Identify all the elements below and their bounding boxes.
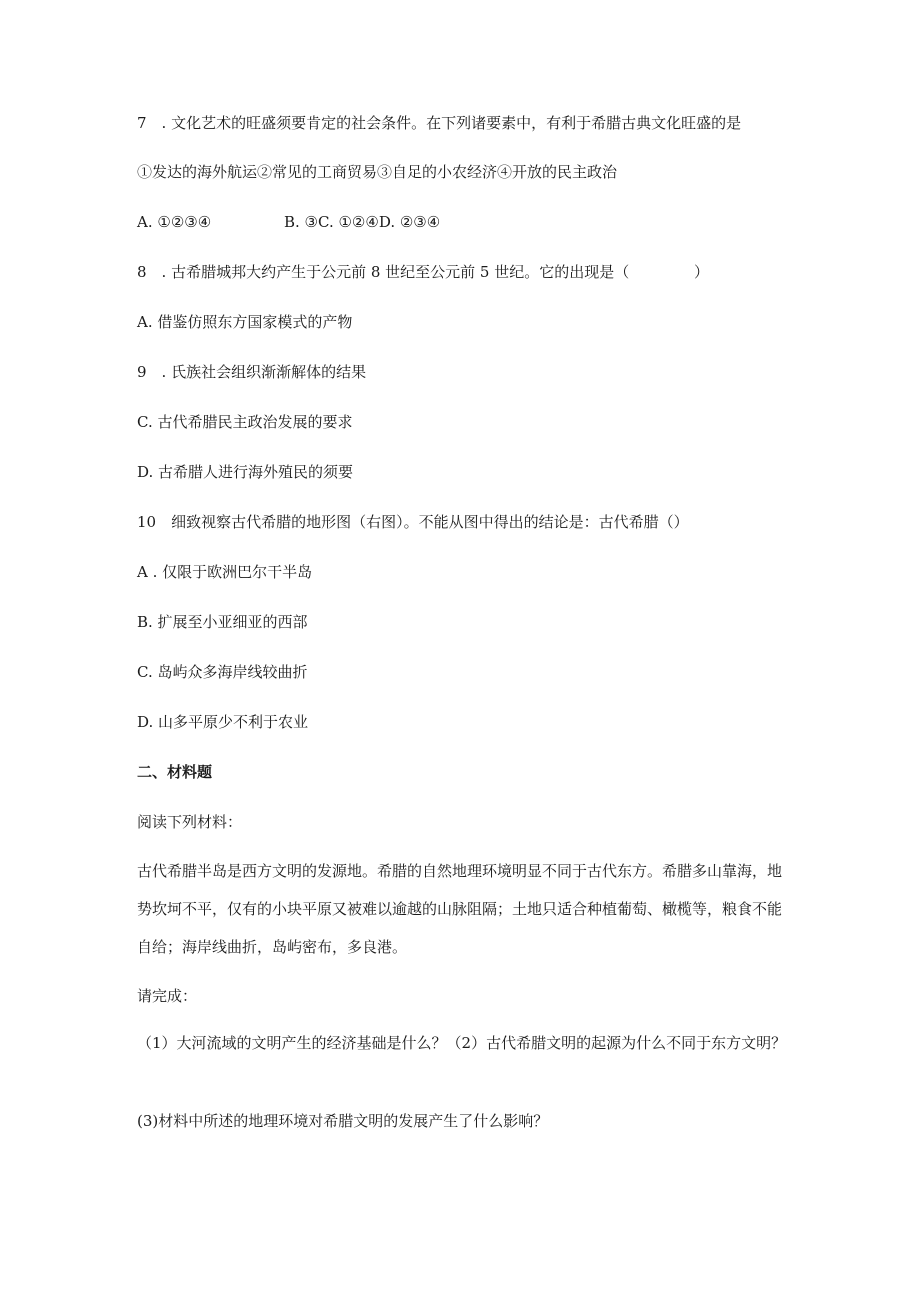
q10-option-d: D. 山多平原少不利于农业 (137, 713, 309, 731)
q9-option-d: D. 古希腊人进行海外殖民的须要 (137, 463, 354, 481)
q7-stem: 7 . 文化艺术的旺盛须要肯定的社会条件。在下列诸要素中，有利于希腊古典文化旺盛的是 (137, 114, 742, 132)
section-heading: 二、材料题 (137, 763, 213, 781)
q7-option-a: A. ①②③④ (137, 213, 212, 231)
q10-option-c: C. 岛屿众多海岸线较曲折 (137, 663, 308, 681)
material-intro: 阅读下列材料： (137, 813, 243, 831)
q8-stem: 8 . 古希腊城邦大约产生于公元前 8 世纪至公元前 5 世纪。它的出现是（ (137, 263, 630, 281)
question-3: (3)材料中所述的地理环境对希腊文明的发展产生了什么影响？ (137, 1112, 549, 1130)
q9-option-c: C. 古代希腊民主政治发展的要求 (137, 413, 353, 431)
q10-stem: 10 细致视察古代希腊的地形图（右图）。不能从图中得出的结论是：古代希腊（） (137, 513, 689, 531)
answer-prompt: 请完成： (137, 987, 198, 1005)
q8-option-a: A. 借鉴仿照东方国家模式的产物 (137, 313, 353, 331)
material-text: 古代希腊半岛是西方文明的发源地。希腊的自然地理环境明显不同于古代东方。希腊多山靠海，地势坎坷不平，仅有的小块平原又被难以逾越的山脉阻隔；土地只适合种植葡萄、橄榄等，粮食不能自给；海岸线曲折，岛屿密布，多良港。 (137, 862, 783, 956)
q8-close-paren: ） (694, 263, 710, 281)
q9-stem: 9 . 氏族社会组织渐渐解体的结果 (137, 363, 367, 381)
q10-option-b: B. 扩展至小亚细亚的西部 (137, 613, 308, 631)
q7-items: ①发达的海外航运②常见的工商贸易③自足的小农经济④开放的民主政治 (137, 163, 618, 181)
questions-1-2: （1）大河流域的文明产生的经济基础是什么？（2）古代希腊文明的起源为什么不同于东方文明？ (137, 1034, 787, 1052)
q10-option-a: A . 仅限于欧洲巴尔干半岛 (137, 563, 313, 581)
q7-option-rest: B. ③C. ①②④D. ②③④ (284, 213, 441, 231)
